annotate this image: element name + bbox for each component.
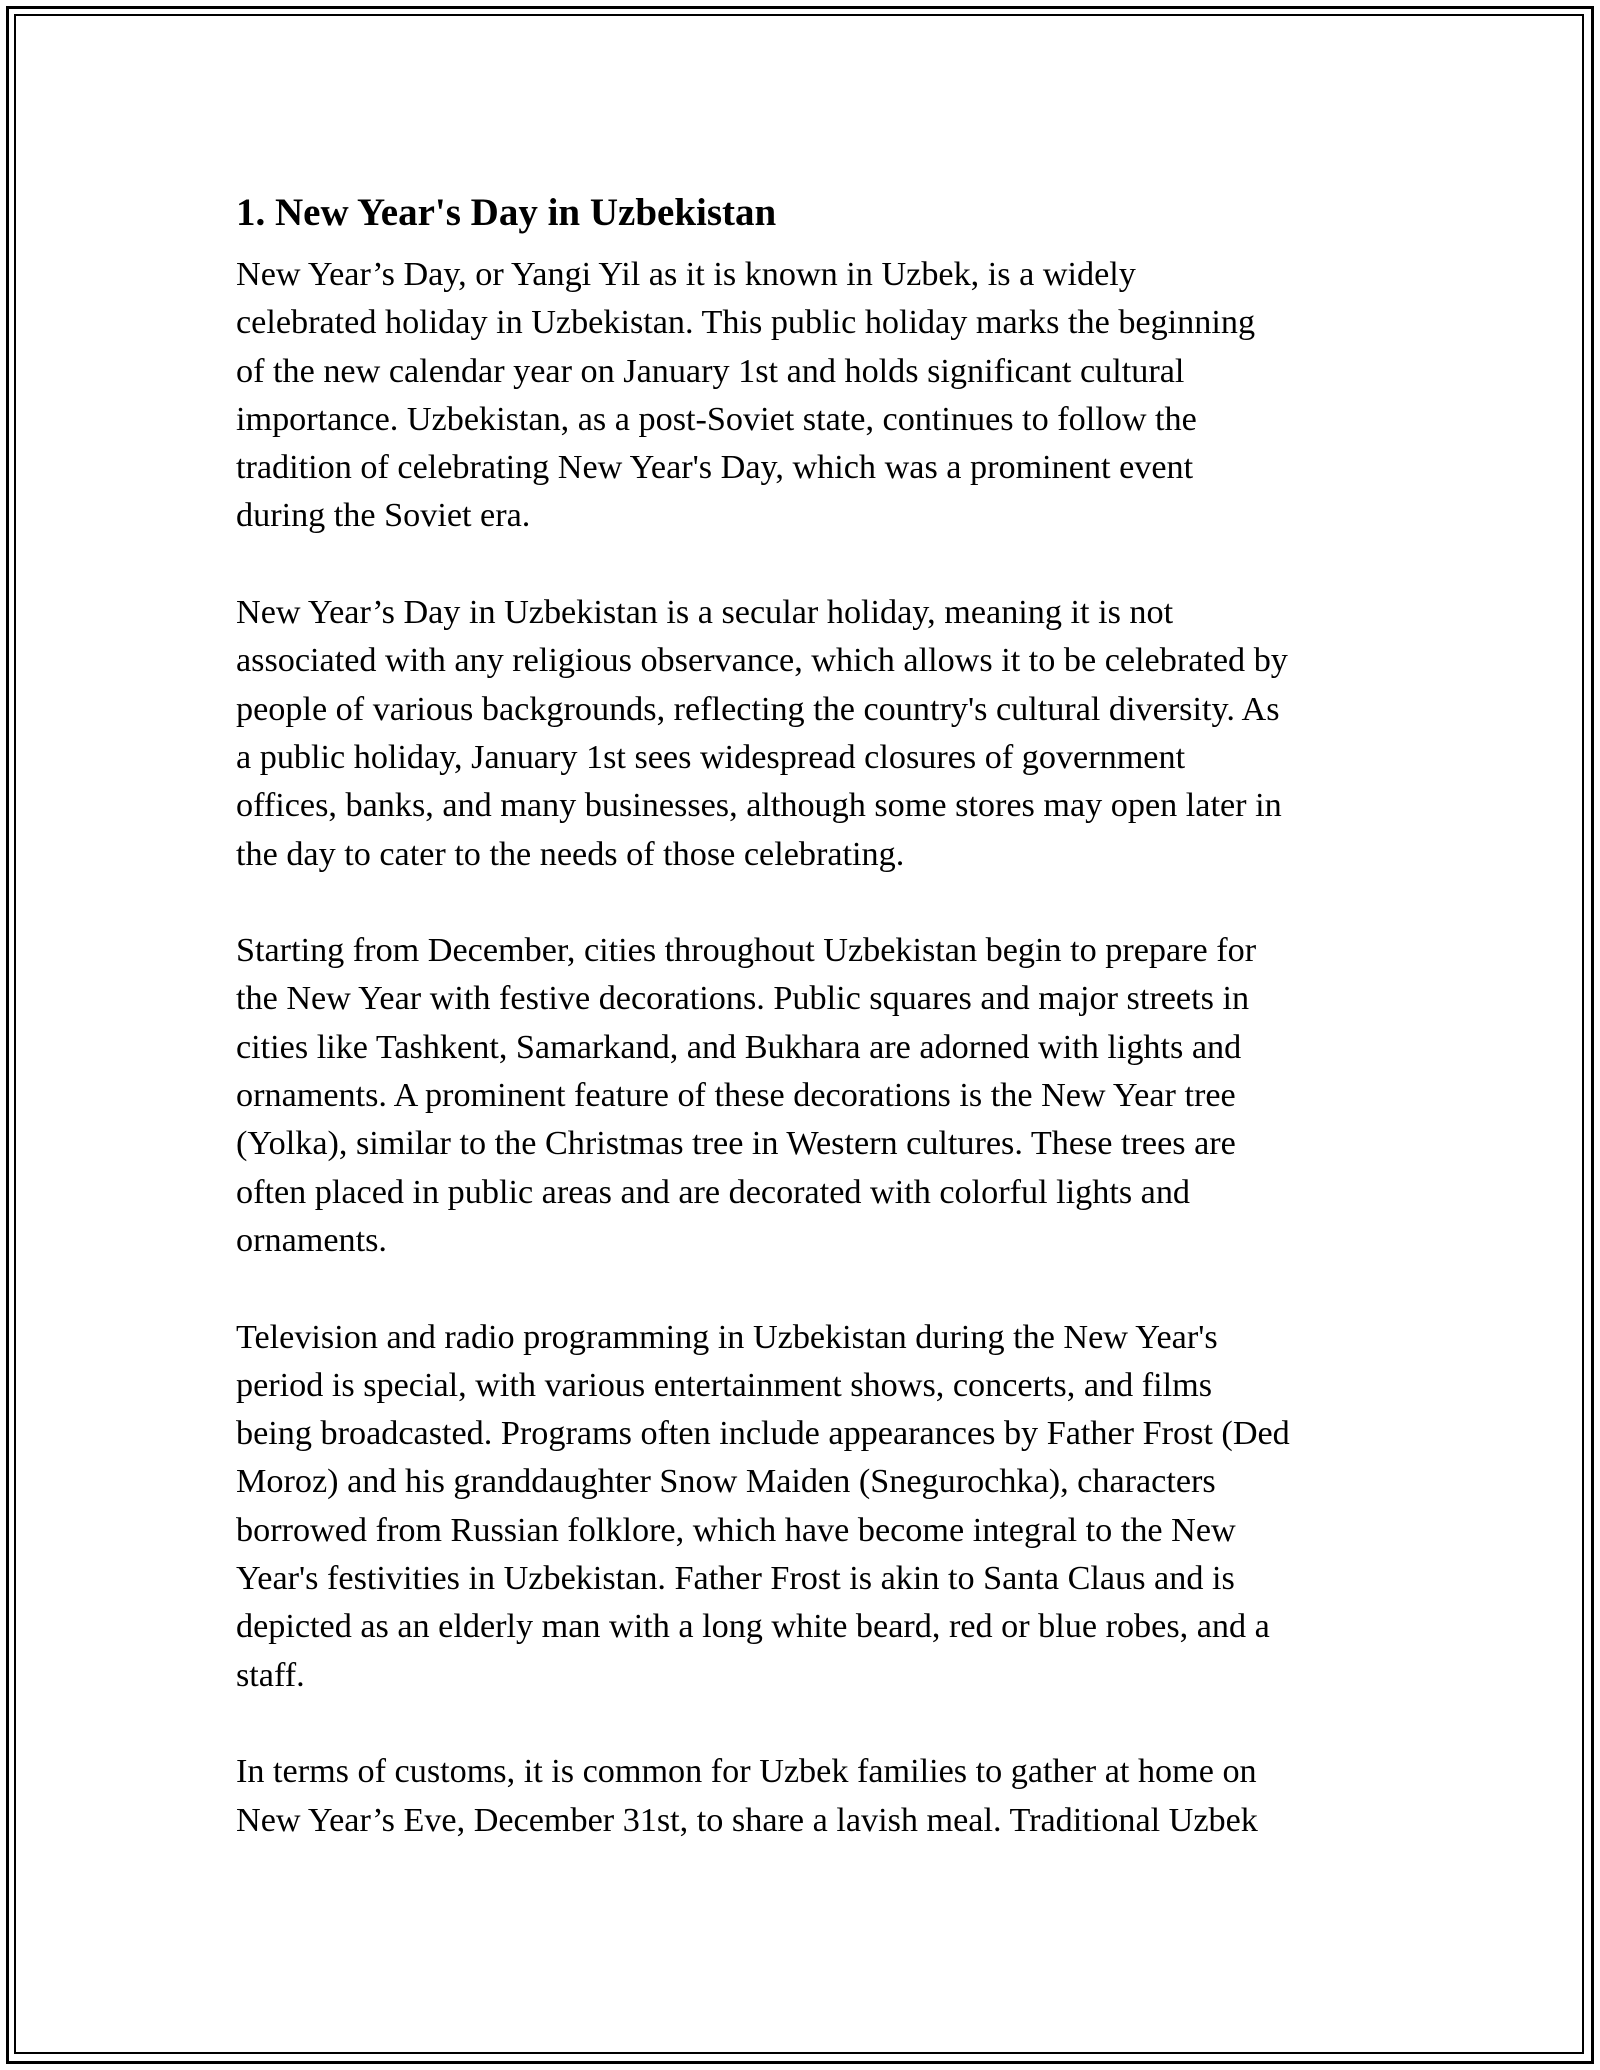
paragraph-line: Starting from December, cities throughout Uzbekistan begin to prepare for [236, 932, 1257, 970]
paragraph-line: of the new calendar year on January 1st and holds significant cultural [236, 352, 1185, 390]
paragraph-line: ornaments. [236, 1221, 387, 1259]
paragraph-line: offices, banks, and many businesses, although some stores may open later in [236, 787, 1282, 825]
paragraph-line: celebrated holiday in Uzbekistan. This public holiday marks the beginning [236, 304, 1256, 342]
section-heading: 1. New Year's Day in Uzbekistan [236, 191, 777, 234]
paragraph [236, 251, 1376, 541]
paragraph-line: tradition of celebrating New Year's Day, which was a prominent event [236, 449, 1194, 487]
paragraph-line: In terms of customs, it is common for Uzbek families to gather at home on [236, 1753, 1257, 1791]
paragraph-line: being broadcasted. Programs often include appearances by Father Frost (Ded [236, 1415, 1290, 1453]
paragraph [236, 1314, 1376, 1700]
paragraph-line: period is special, with various entertainment shows, concerts, and films [236, 1366, 1213, 1404]
paragraph-line: Television and radio programming in Uzbekistan during the New Year's [236, 1318, 1218, 1356]
paragraph-line: the New Year with festive decorations. Public squares and major streets in [236, 980, 1250, 1018]
paragraph-line: a public holiday, January 1st sees widespread closures of government [236, 738, 1186, 776]
document-body [236, 185, 1376, 1893]
paragraph-line: the day to cater to the needs of those celebrating. [236, 835, 905, 873]
paragraph-line: New Year’s Day in Uzbekistan is a secular holiday, meaning it is not [236, 594, 1174, 632]
paragraph-line: associated with any religious observance, which allows it to be celebrated by [236, 642, 1288, 680]
paragraph [236, 927, 1376, 1265]
paragraph-line: ornaments. A prominent feature of these decorations is the New Year tree [236, 1077, 1236, 1115]
paragraph-line: New Year’s Eve, December 31st, to share a lavish meal. Traditional Uzbek [236, 1801, 1258, 1839]
paragraph-line: importance. Uzbekistan, as a post-Soviet state, continues to follow the [236, 400, 1197, 438]
paragraph-line: often placed in public areas and are decorated with colorful lights and [236, 1173, 1191, 1211]
paragraph-line: borrowed from Russian folklore, which have become integral to the New [236, 1511, 1236, 1549]
paragraph-line: Year's festivities in Uzbekistan. Father Frost is akin to Santa Claus and is [236, 1560, 1235, 1598]
paragraph-line: staff. [236, 1656, 305, 1694]
paragraph-line: New Year’s Day, or Yangi Yil as it is known in Uzbek, is a widely [236, 256, 1136, 293]
paragraph-line: (Yolka), similar to the Christmas tree in Western cultures. These trees are [236, 1125, 1236, 1163]
paragraph-line: Moroz) and his granddaughter Snow Maiden (Snegurochka), characters [236, 1463, 1216, 1501]
paragraph [236, 1748, 1376, 1845]
paragraph [236, 589, 1376, 879]
paragraph-line: cities like Tashkent, Samarkand, and Bukhara are adorned with lights and [236, 1028, 1242, 1066]
paragraph-list [236, 251, 1376, 1845]
paragraph-line: people of various backgrounds, reflecting the country's cultural diversity. As [236, 690, 1280, 728]
paragraph-line: during the Soviet era. [236, 497, 531, 535]
paragraph-line: depicted as an elderly man with a long white beard, red or blue robes, and a [236, 1608, 1270, 1646]
